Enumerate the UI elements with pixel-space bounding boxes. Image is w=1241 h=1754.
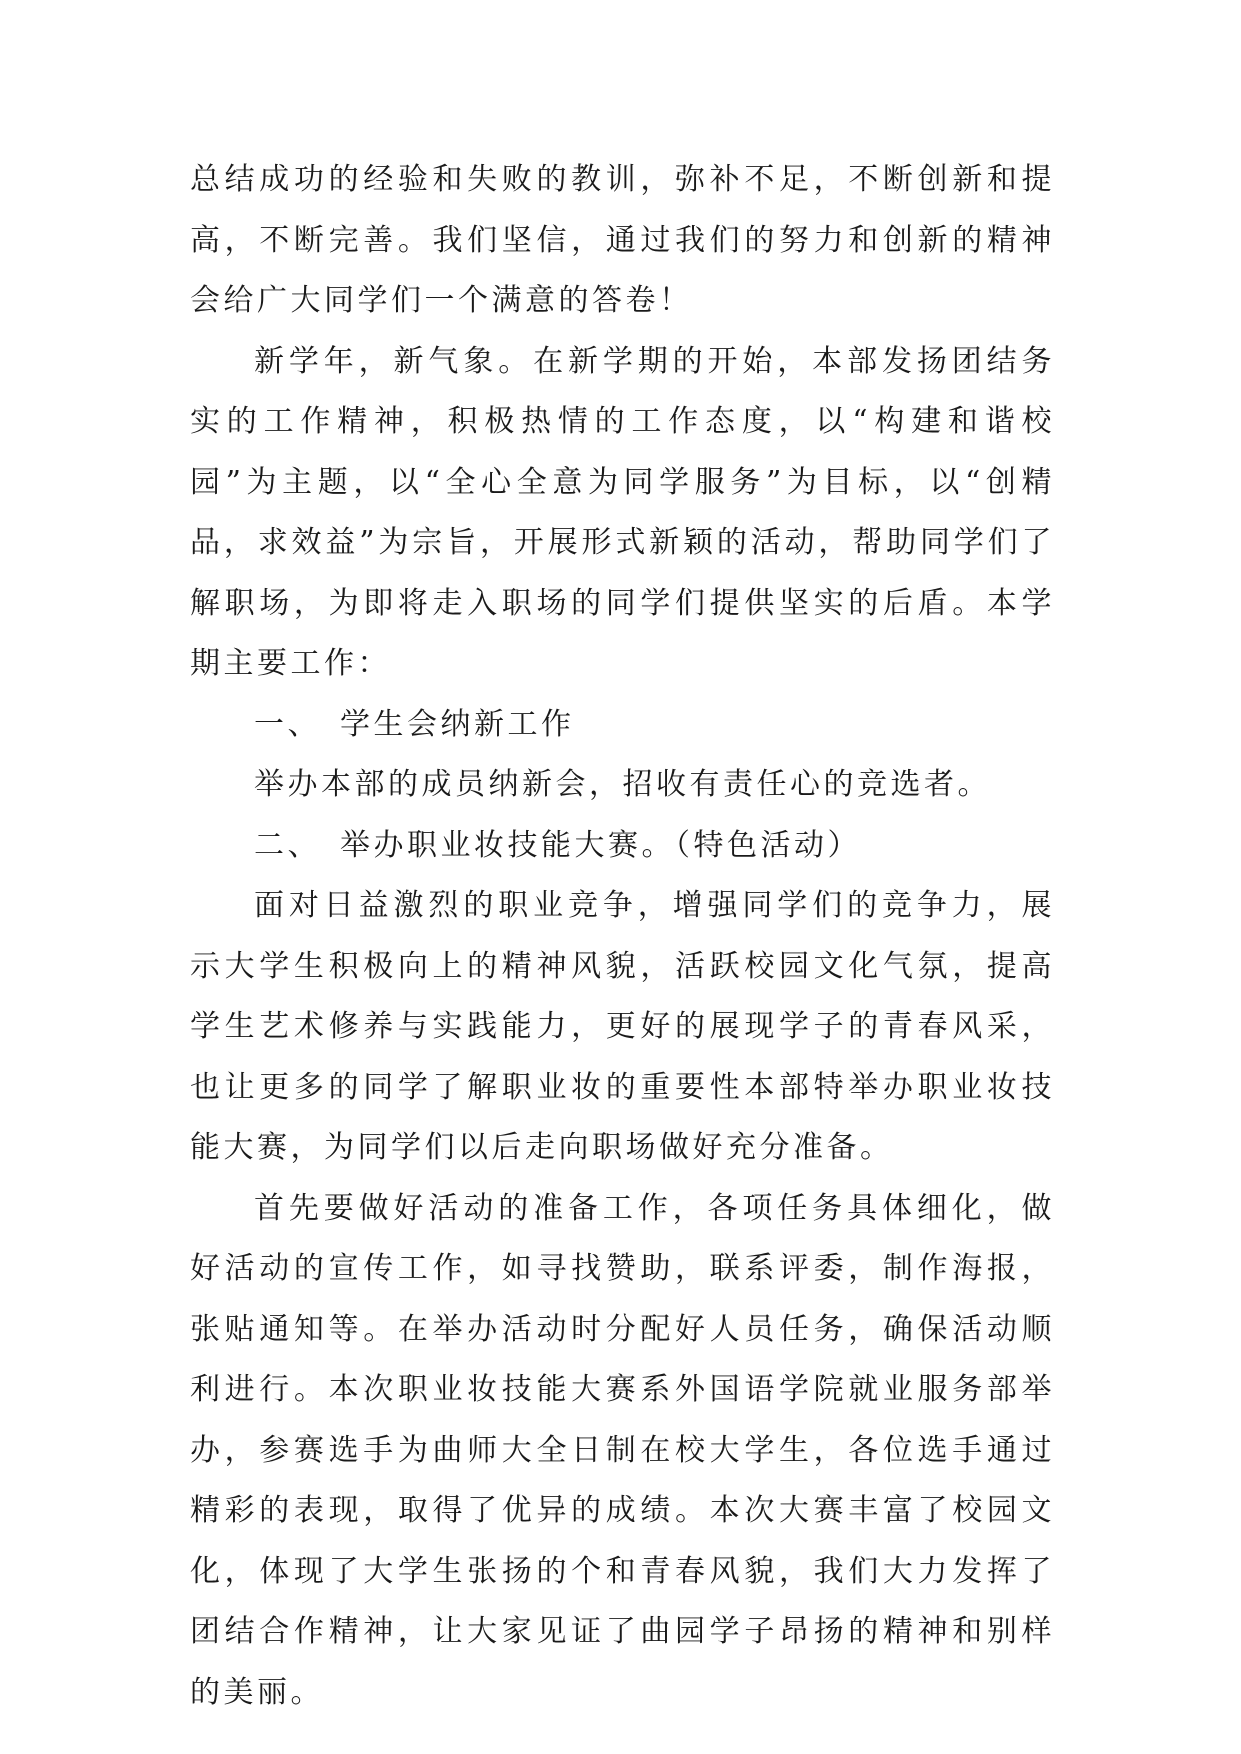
section-number-1: 一、	[254, 706, 321, 742]
document-page	[190, 150, 1055, 1723]
section-heading-2	[190, 816, 1055, 877]
paragraph-recruitment: 举办本部的成员纳新会，招收有责任心的竞选者。	[254, 767, 991, 802]
paragraph-continuation: 总结成功的经验和失败的教训，弥补不足，不断创新和提高，不断完善。我们坚信，通过我们的努力和创新的精神会给广大同学们一个满意的答卷！	[190, 162, 1055, 318]
paragraph-competition-details: 首先要做好活动的准备工作，各项任务具体细化，做好活动的宣传工作，如寻找赞助，联系评委，制作海报，张贴通知等。在举办活动时分配好人员任务，确保活动顺利进行。本次职业妆技能大赛系外国语学院就业服务部举办，参赛选手为曲师大全日制在校大学生，各位选手通过精彩的表现，取得了优异的成绩。本次大赛丰富了校园文化，体现了大学生张扬的个和青春风貌，我们大力发挥了团结合作精神，让大家见证了曲园学子昂扬的精神和别样的美丽。	[190, 1190, 1055, 1710]
paragraph-new-semester: 新学年，新气象。在新学期的开始，本部发扬团结务实的工作精神，积极热情的工作态度，以“构建和谐校园”为主题，以“全心全意为同学服务”为目标，以“创精品，求效益”为宗旨，开展形式新颖的活动，帮助同学们了解职场，为即将走入职场的同学们提供坚实的后盾。本学期主要工作：	[190, 343, 1055, 681]
section-title-2: 举办职业妆技能大赛。（特色活动）	[340, 827, 861, 863]
paragraph-competition-purpose: 面对日益激烈的职业竞争，增强同学们的竞争力，展示大学生积极向上的精神风貌，活跃校园文化气氛，提高学生艺术修养与实践能力，更好的展现学子的青春风采，也让更多的同学了解职业妆的重要性本部特举办职业妆技能大赛，为同学们以后走向职场做好充分准备。	[190, 888, 1055, 1165]
section-heading-1	[190, 695, 1055, 756]
section-title-1: 学生会纳新工作	[340, 706, 575, 742]
section-number-2: 二、	[254, 827, 321, 863]
